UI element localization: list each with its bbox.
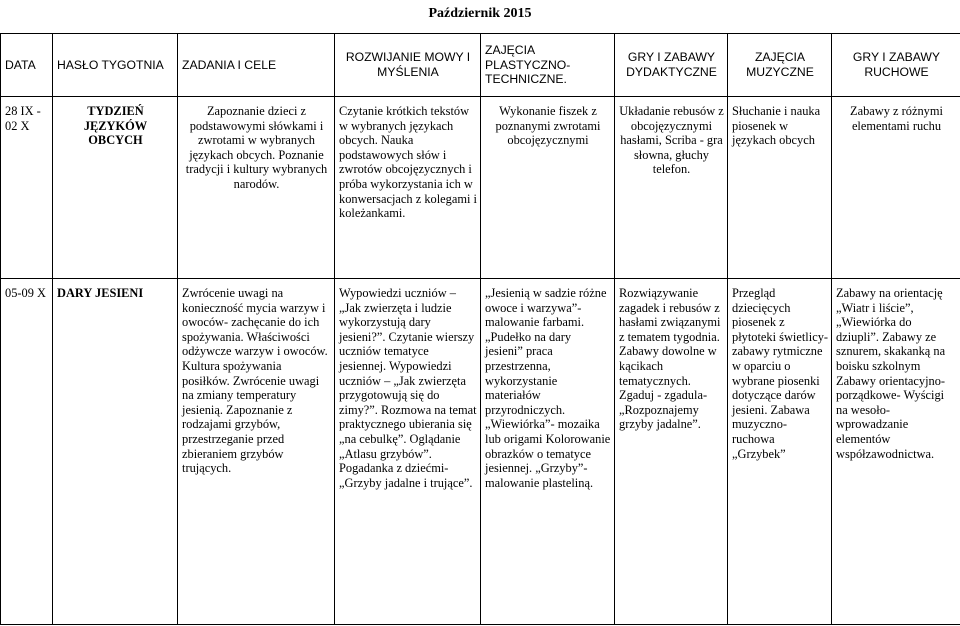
header-plastyczne: ZAJĘCIA PLASTYCZNO-TECHNICZNE. xyxy=(481,34,615,97)
header-zadania: ZADANIA I CELE xyxy=(178,34,335,97)
header-dydaktyczne: GRY I ZABAWY DYDAKTYCZNE xyxy=(615,34,728,97)
cell-rozwijanie: Czytanie krótkich tekstów w wybranych językach obcych. Nauka podstawowych słów i zwrotów obcojęzycznych i próba wykorzystania ich w konwersacjach z kolegami i koleżankami. xyxy=(335,97,481,279)
cell-dydaktyczne: Rozwiązywanie zagadek i rebusów z hasłami związanymi z tematem tygodnia. Zabawy dowolne w kącikach tematycznych. Zgaduj - zgadula- „Rozpoznajemy grzyby jadalne”. xyxy=(615,279,728,625)
cell-muzyczne: Przegląd dziecięcych piosenek z płytoteki świetlicy- zabawy rytmiczne w oparciu o wybrane piosenki dotyczące darów jesieni. Zabawa muzyczno-ruchowa „Grzybek” xyxy=(728,279,832,625)
header-haslo: HASŁO TYGOTNIA xyxy=(53,34,178,97)
table-row xyxy=(1,279,960,625)
header-data: DATA xyxy=(1,34,53,97)
cell-plastyczne: Wykonanie fiszek z poznanymi zwrotami obcojęzycznymi xyxy=(481,97,615,279)
cell-zadania: Zwrócenie uwagi na konieczność mycia warzyw i owoców- zachęcanie do ich spożywania. Właściwości odżywcze warzyw i owoców. Kultura spożywania posiłków. Zwrócenie uwagi na zmiany temperatury jesienią. Zapoznanie z rodzajami grzybów, przestrzeganie przed zbieraniem grzybów trujących. xyxy=(178,279,335,625)
page-title: Październik 2015 xyxy=(428,6,532,21)
cell-haslo: TYDZIEŃ JĘZYKÓW OBCYCH xyxy=(53,97,178,279)
schedule-table xyxy=(0,33,960,625)
table-row xyxy=(1,97,960,279)
cell-muzyczne: Słuchanie i nauka piosenek w językach obcych xyxy=(728,97,832,279)
cell-plastyczne: „Jesienią w sadzie różne owoce i warzywa”- malowanie farbami. „Pudełko na dary jesieni” praca przestrzenna, wykorzystanie materiałów przyrodniczych. „Wiewiórka”- mozaika lub origami Kolorowanie obrazków o tematyce jesiennej. „Grzyby”- malowanie plasteliną. xyxy=(481,279,615,625)
cell-ruchowe: Zabawy na orientację „Wiatr i liście”, „Wiewiórka do dziupli”. Zabawy ze sznurem, skakanką na boisku szkolnym Zabawy orientacyjno-porządkowe- Wyścigi na wesoło- wprowadzanie elementów współzawodnictwa. xyxy=(832,279,960,625)
header-muzyczne: ZAJĘCIA MUZYCZNE xyxy=(728,34,832,97)
cell-haslo: DARY JESIENI xyxy=(53,279,178,625)
header-rozwijanie: ROZWIJANIE MOWY I MYŚLENIA xyxy=(335,34,481,97)
cell-ruchowe: Zabawy z różnymi elementami ruchu xyxy=(832,97,960,279)
header-row xyxy=(1,34,960,97)
cell-zadania: Zapoznanie dzieci z podstawowymi słówkami i zwrotami w wybranych językach obcych. Poznanie tradycji i kultury wybranych narodów. xyxy=(178,97,335,279)
cell-data: 28 IX - 02 X xyxy=(1,97,53,279)
cell-dydaktyczne: Układanie rebusów z obcojęzycznymi hasłami, Scriba - gra słowna, głuchy telefon. xyxy=(615,97,728,279)
cell-rozwijanie: Wypowiedzi uczniów – „Jak zwierzęta i ludzie wykorzystują dary jesieni?”. Czytanie wierszy uczniów tematyce jesiennej. Wypowiedzi uczniów – „Jak zwierzęta przygotowują się do zimy?”. Rozmowa na temat praktycznego ubierania się „na cebulkę”. Oglądanie „Atlasu grzybów”. Pogadanka z dziećmi- „Grzyby jadalne i trujące”. xyxy=(335,279,481,625)
cell-data: 05-09 X xyxy=(1,279,53,625)
header-ruchowe: GRY I ZABAWY RUCHOWE xyxy=(832,34,960,97)
